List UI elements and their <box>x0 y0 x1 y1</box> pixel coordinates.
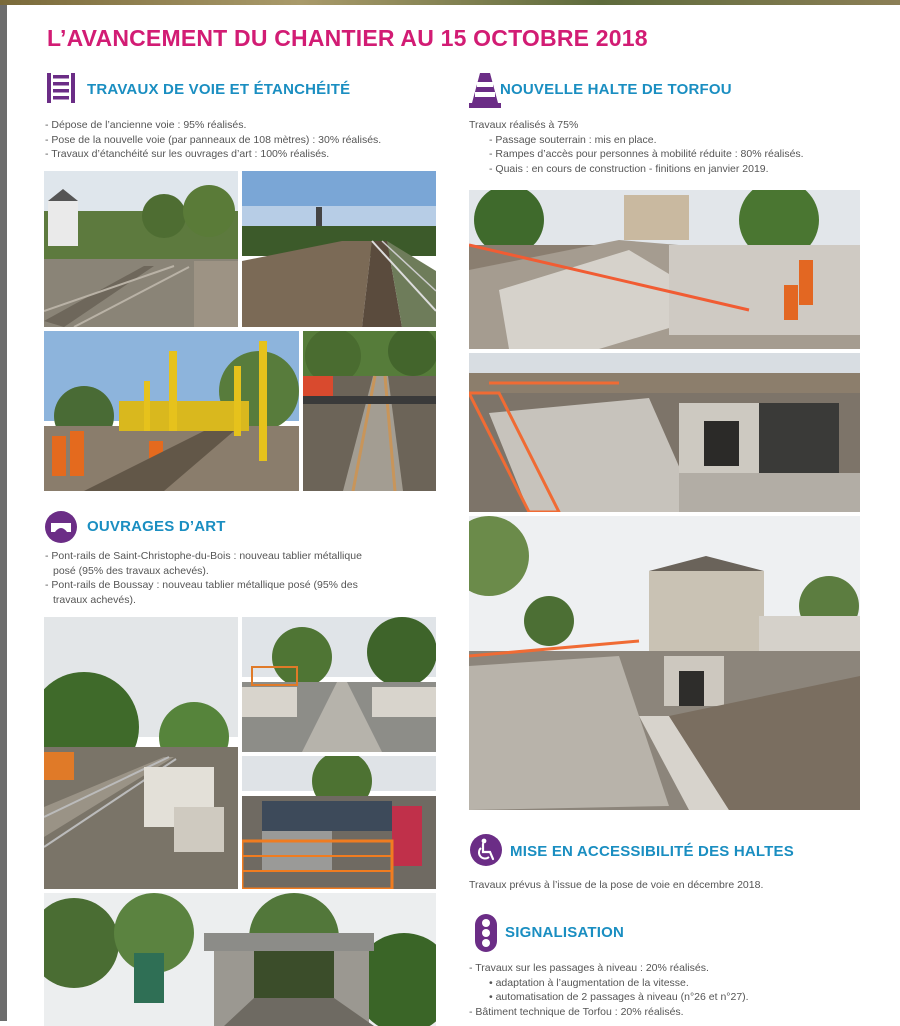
page-edge <box>0 5 7 1021</box>
photo-station-track <box>44 171 238 327</box>
text-line: - Pont-rails de Boussay : nouveau tablier métallique posé (95% des <box>45 579 358 591</box>
photo-underpass <box>469 353 860 512</box>
traffic-light-icon <box>473 913 499 953</box>
section-title-accessibilite: MISE EN ACCESSIBILITÉ DES HALTES <box>510 843 794 860</box>
section-text-accessibilite <box>469 878 763 893</box>
section-title-ouvrages: OUVRAGES D’ART <box>87 518 226 535</box>
photo-new-track <box>303 331 436 491</box>
photo-road-bridge <box>44 893 436 1026</box>
text-line: - Pont-rails de Saint-Christophe-du-Bois : nouveau tablier métallique <box>45 550 362 562</box>
text-line: - Passage souterrain : mis en place. <box>489 133 657 146</box>
document-page <box>7 5 900 1021</box>
text-line: Travaux réalisés à 75% <box>469 119 579 131</box>
photo-bridge-track <box>44 617 238 889</box>
section-title-torfou: NOUVELLE HALTE DE TORFOU <box>500 81 732 98</box>
text-line: - Bâtiment technique de Torfou : 20% réalisés. <box>469 1005 684 1018</box>
bridge-arch-icon <box>44 510 78 544</box>
text-line: - Rampes d’accès pour personnes à mobilité réduite : 80% réalisés. <box>489 148 804 160</box>
traffic-cone-icon <box>468 71 502 109</box>
photo-track-laying-machine <box>44 331 299 491</box>
section-title-voie: TRAVAUX DE VOIE ET ÉTANCHÉITÉ <box>87 81 351 98</box>
text-line: - Quais : en cours de construction - finitions en janvier 2019. <box>489 162 769 175</box>
text-line: travaux achevés). <box>53 593 136 606</box>
text-line: - Pose de la nouvelle voie (par panneaux de 108 mètres) : 30% réalisés. <box>45 133 382 146</box>
text-line: - Dépose de l’ancienne voie : 95% réalisés. <box>45 119 247 131</box>
text-line: • adaptation à l’augmentation de la vitesse. <box>489 976 689 989</box>
section-title-signalisation: SIGNALISATION <box>505 924 624 941</box>
section-text-voie <box>45 118 381 162</box>
section-text-ouvrages <box>45 549 362 607</box>
section-text-torfou <box>469 118 804 176</box>
photo-ballast-bridge <box>242 617 436 752</box>
photo-metal-deck <box>242 756 436 889</box>
railway-track-icon <box>44 71 78 105</box>
text-line: • automatisation de 2 passages à niveau (n°26 et n°27). <box>489 991 749 1003</box>
text-line: - Travaux sur les passages à niveau : 20% réalisés. <box>469 962 709 974</box>
text-line: - Travaux d’étanchéité sur les ouvrages d’art : 100% réalisés. <box>45 148 330 160</box>
text-line: posé (95% des travaux achevés). <box>53 564 209 577</box>
wheelchair-icon <box>469 833 503 867</box>
section-text-signalisation <box>469 961 749 1019</box>
text-line: Travaux prévus à l’issue de la pose de voie en décembre 2018. <box>469 879 764 891</box>
page-title: L’AVANCEMENT DU CHANTIER AU 15 OCTOBRE 2018 <box>47 25 648 51</box>
photo-bridge-deck <box>242 171 436 327</box>
photo-ramp-workers <box>469 190 860 349</box>
photo-station-building <box>469 516 860 810</box>
